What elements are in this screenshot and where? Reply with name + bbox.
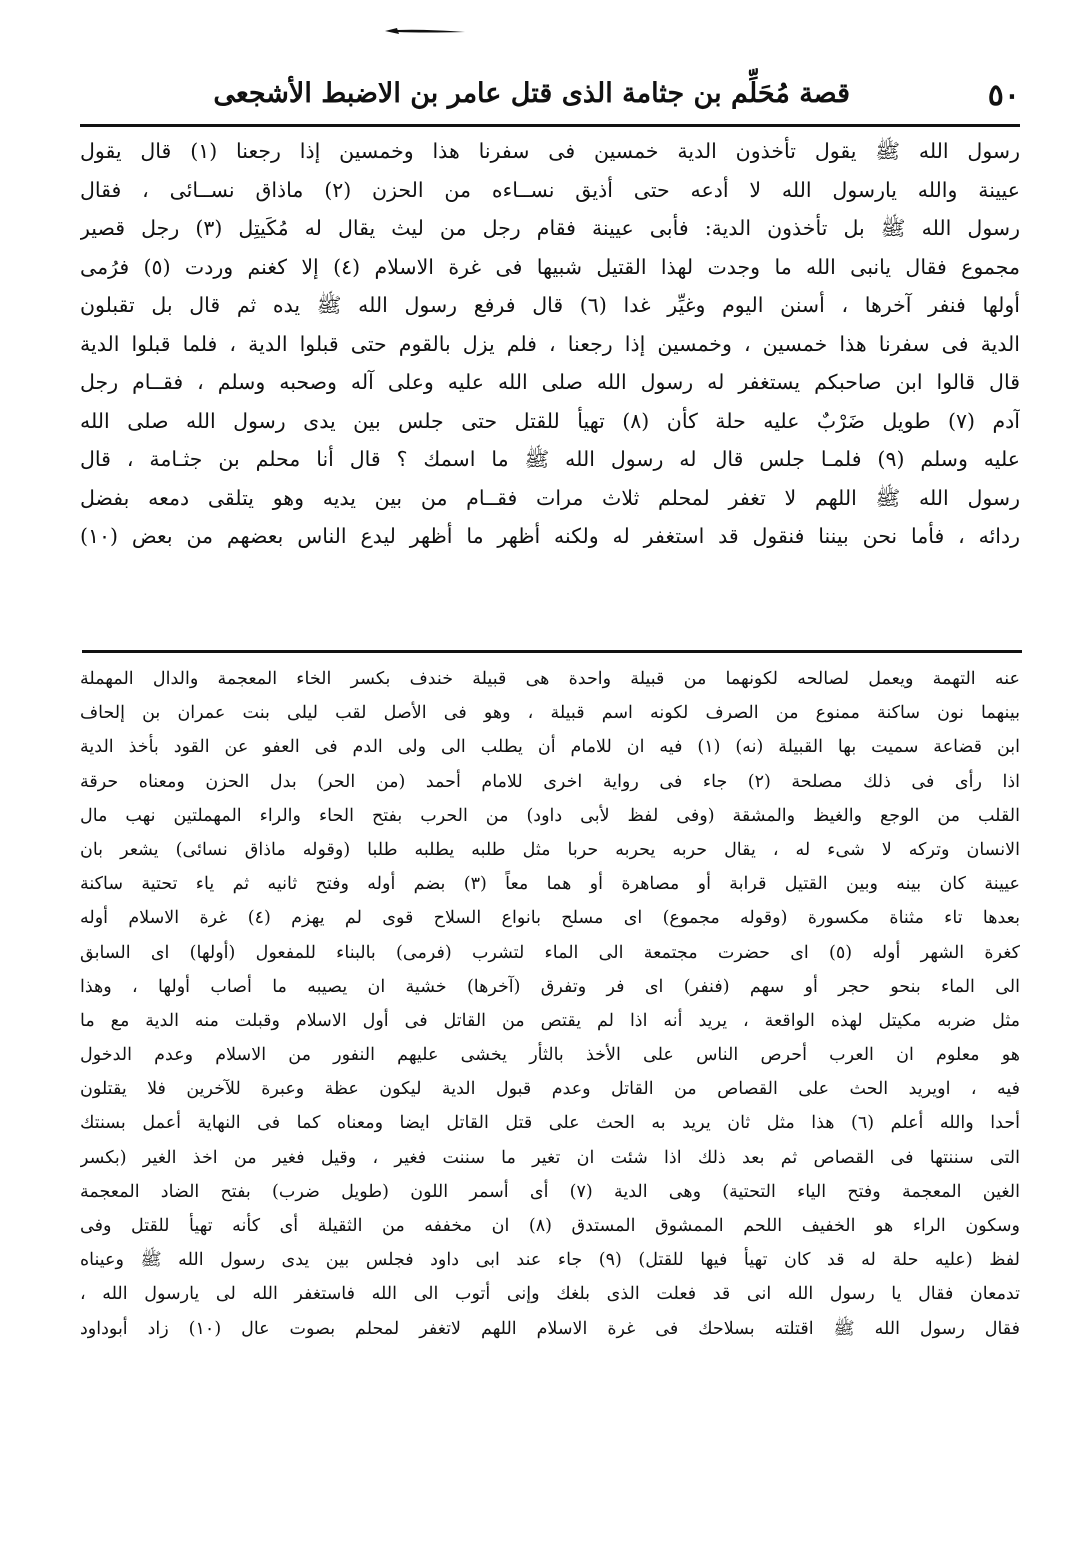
- running-title: قصة مُحَلِّم بن جثامة الذى قتل عامر بن الاضبط الأشجعى: [213, 78, 850, 109]
- main-text-line: مجموع فقال يانبى الله ما وجدت لهذا القتيل شبيها فى غرة الاسلام (٤) إلا كغنم وردت (٥) فرُمى: [80, 254, 1020, 279]
- top-ornament-mark: [385, 26, 465, 36]
- main-text-line: آدم (٧) طويل ضَرْبٌ عليه حلة كأن (٨) تهيأ للقتل حتى جلس بين يدى رسول الله صلى الله: [80, 408, 1020, 433]
- footnote-line: عيينة كان بينه وبين القتيل قرابة أو مصاهرة أو هما معاً (٣) بضم أوله وفتح ثانيه ثم ياء تحتية ساكنة: [80, 874, 1020, 895]
- page-number: ٥٠: [987, 78, 1020, 113]
- main-text-line: ردائه ، فأما نحن بيننا فنقول قد استغفر له ولكنه أظهر ما أظهر ليدع الناس بعضهم من بعض (١٠): [80, 524, 1020, 548]
- footnote-line: كغرة الشهر أوله (٥) اى حضرت مجتمعة الى الماء لتشرب (فرمى) بالبناء للمفعول (أولها) اى السابق: [80, 942, 1020, 963]
- footnote-line: الى الماء بنحو حجر أو سهم (فنفر) اى فر وتفرق (آخرها) خشية ان يصيبه ما أصاب أولها ، وهذا: [80, 976, 1020, 997]
- footnote-line: لفظ (عليه حلة له قد كان تهيأ فيها للقتل) (٩) جاء عند ابى داود فجلس بين يدى رسول الله ﷺ وعيناه: [80, 1250, 1020, 1271]
- footnote-line: التى سننتها فى القصاص ثم بعد ذلك اذا شئت ان تغير ما سننت فغير ، وقيل فغير من اخذ الغير (بكسر: [80, 1147, 1020, 1168]
- footnote-line: هو معلوم ان العرب أحرص الناس على الأخذ بالثأر يخشى عليهم النفور من الاسلام وعدم الدخول: [80, 1045, 1020, 1066]
- main-text-line: رسول الله ﷺ يقول تأخذون الدية خمسين فى سفرنا هذا وخمسين إذا رجعنا (١) قال يقول: [80, 139, 1020, 163]
- footnote-line: اذا رأى فى ذلك مصلحة (٢) جاء فى رواية اخرى للامام أحمد (من الحر) بدل الحزن ومعناه حرقة: [80, 771, 1020, 792]
- footnote-line: بعدها تاء مثناة مكسورة (وقوله مجموع) اى مسلح بانواع السلاح قوى لم يهزم (٤) غرة الاسلام أوله: [80, 908, 1020, 929]
- footnote-line: الانسان وتركه لا شىء له ، يقال حربه يحربه حربا مثل طلبه يطلبه طلبا (وقوله ماذاق نسائى) يشعر بان: [80, 839, 1020, 860]
- footnote-line: ابن قضاعة سميت بها القبيلة (نه) (١) فيه ان للامام أن يطلب الى ولى الدم فى العفو عن القود بأخذ الدية: [80, 737, 1020, 758]
- main-text-line: رسول الله ﷺ اللهم لا تغفر لمحلم ثلاث مرات فقــام من بين يديه وهو يتلقى دمعه بفضل: [80, 485, 1020, 510]
- footnote-line: وسكون الراء هو الخفيف اللحم الممشوق المستدق (٨) ان مخففه من الثقيلة أى كأنه تهيأ للقتل وفى: [80, 1216, 1020, 1236]
- footnote-separator: [82, 650, 1022, 653]
- footnote-line: تدمعان فقال يا رسول الله انى قد فعلت الذى بلغك وإنى أتوب الى الله فاستغفر الله لى يارسول الله ،: [80, 1284, 1020, 1305]
- footnote-line: عنه التهمة ويعمل لصالحه لكونهما من قبيلة واحدة هى قبيلة خندف بكسر الخاء المعجمة والدال المهملة: [80, 669, 1020, 689]
- main-text-line: قال قالوا ابن صاحبكم يستغفر له رسول الله صلى الله عليه وعلى آله وصحبه وسلم ، فقــام رجل: [80, 370, 1020, 394]
- main-text-block: [80, 132, 1020, 556]
- footnote-line: القلب من الوجع والغيظ والمشقة (وفى لفظ لأبى داود) من الحرب بفتح الحاء والراء المهملتين نهب مال: [80, 805, 1020, 826]
- footnote-line: الغين المعجمة وفتح الياء التحتية) وهى الدية (٧) أى أسمر اللون (طويل ضرب) بفتح الضاد المعجمة: [80, 1181, 1020, 1202]
- footnote-line: فيه ، اويريد الحث على القصاص من القاتل وعدم قبول الدية ليكون عظة وعبرة للآخرين فلا يقتلون: [80, 1079, 1020, 1100]
- header-rule: [80, 124, 1020, 127]
- footnote-line: أحدا والله أعلم (٦) هذا مثل ثان يريد به الحث على قتل القاتل ايضا ومعناه كما فى النهاية أعمل بسنتك: [80, 1113, 1020, 1134]
- main-text-line: أولها فنفر آخرها ، أسنن اليوم وغيِّر غدا (٦) قال فرفع رسول الله ﷺ يده ثم قال بل تقبلون: [80, 293, 1020, 317]
- footnote-line: بينهما نون ساكنة ممنوع من الصرف لكونه اسم قبيلة ، وهو فى الأصل لقب ليلى بنت عمران بن إلحاف: [80, 703, 1020, 724]
- main-text-line: الدية فى سفرنا هذا خمسين ، وخمسين إذا رجعنا ، فلم يزل بالقوم حتى قبلوا الدية ، فلما قبلوا الدية: [80, 331, 1020, 356]
- footnotes-block: [80, 662, 1020, 1346]
- footnote-line: مثل ضربه مكيتل لهذه الواقعة ، يريد أنه اذا لم يقتص من القاتل فى أول الاسلام وقبلت منه الدية مع ما: [80, 1010, 1020, 1031]
- main-text-line: عليه وسلم (٩) فلمـا جلس قال له رسول الله ﷺ ما اسمك ؟ قال أنا محلم بن جثـامة ، قال: [80, 447, 1020, 471]
- footnote-line: فقال رسول الله ﷺ اقتلته بسلاحك فى غرة الاسلام اللهم لاتغفر لمحلم بصوت عال (١٠) زاد أبوداود: [80, 1318, 1020, 1339]
- main-text-line: عيينة والله يارسول الله لا أدعه حتى أذيق نســاءه من الحزن (٢) ماذاق نســائى ، فقال: [80, 177, 1020, 202]
- main-text-line: رسول الله ﷺ بل تأخذون الدية: فأبى عيينة فقام رجل من ليث يقال له مُكَيتِل (٣) رجل قصير: [80, 216, 1020, 240]
- page-header: [80, 72, 1020, 122]
